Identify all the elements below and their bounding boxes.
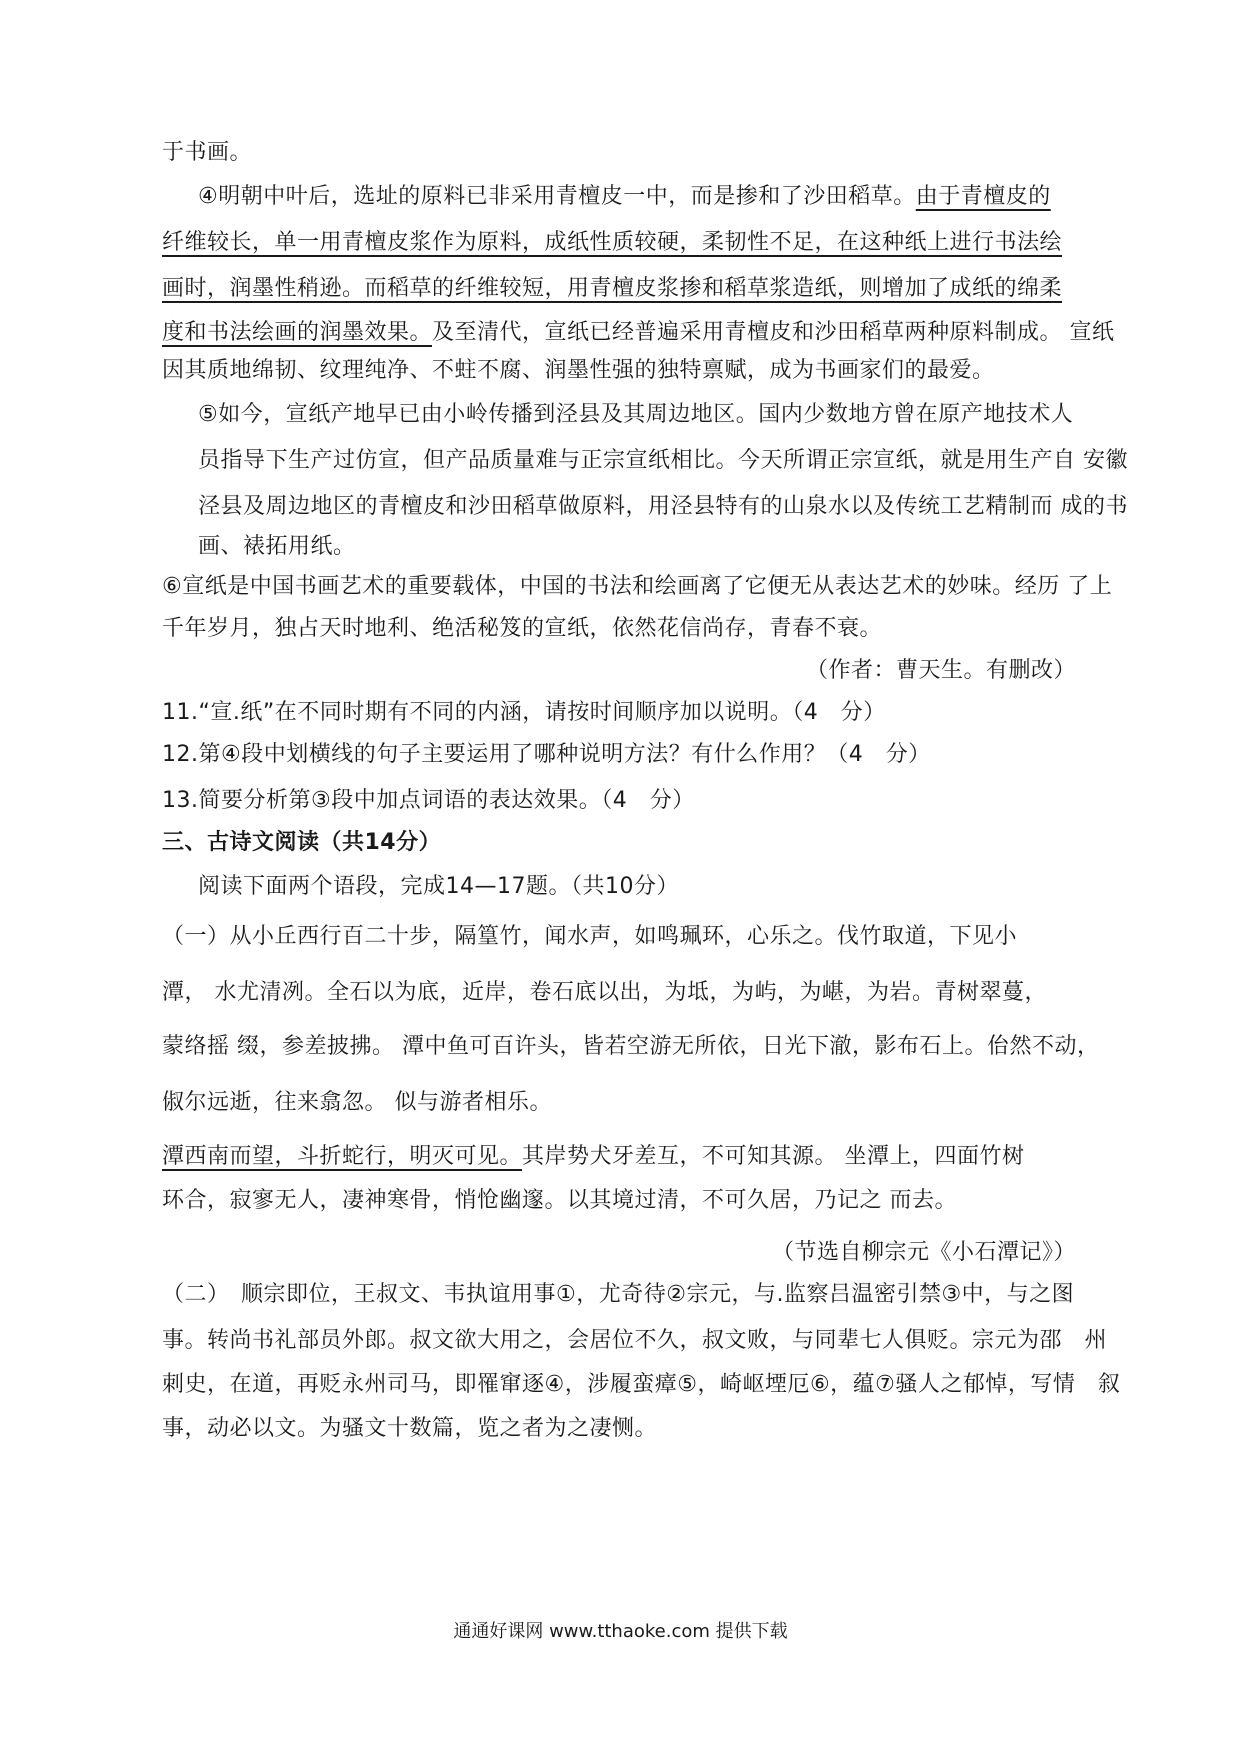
question-12: 12.第④段中划横线的句子主要运用了哪种说明方法？有什么作用？（4 分）: [162, 742, 931, 767]
paragraph-6-line-1: ⑥宣纸是中国书画艺术的重要载体，中国的书法和绘画离了它便无从表达艺术的妙味。经历 了上: [162, 574, 1113, 599]
question-11: 11.“宣.纸”在不同时期有不同的内涵，请按时间顺序加以说明。（4 分）: [162, 700, 886, 725]
passage-1-line-3: 蒙络摇 缀，参差披拂。 潭中鱼可百许头，皆若空游无所依，日光下澈，影布石上。佁然不动，: [162, 1034, 1100, 1059]
paragraph-4-line-2: 纤维较长，单一用青檀皮浆作为原料，成纸性质较硬，柔韧性不足，在这种纸上进行书法绘: [162, 230, 1063, 255]
paragraph-5-line-1: ⑤如今，宣纸产地早已由小岭传播到泾县及其周边地区。国内少数地方曾在原产地技术人: [198, 402, 1074, 427]
passage-1-line-4: 俶尔远逝，往来翕忽。 似与游者相乐。: [162, 1090, 552, 1115]
paragraph-4-line-4-text: 及至清代，宣纸已经普遍采用青檀皮和沙田稻草两种原料制成。 宣纸: [432, 320, 1115, 345]
paragraph-5-line-3: 泾县及周边地区的青檀皮和沙田稻草做原料，用泾县特有的山泉水以及传统工艺精制而 成的书: [198, 494, 1128, 519]
underlined-sentence: 由于青檀皮的: [915, 184, 1051, 209]
article-attribution: （作者：曹天生。有删改）: [805, 658, 1076, 683]
passage-2-line-2: 事。转尚书礼部员外郎。叔文欲大用之，会居位不久，叔文败，与同辈七人俱贬。宗元为邵 州: [162, 1328, 1108, 1353]
paragraph-4-line-1-text: ④明朝中叶后，选址的原料已非采用青檀皮一中，而是掺和了沙田稻草。: [198, 184, 916, 209]
paragraph-4-line-3: 画时，润墨性稍逊。而稻草的纤维较短，用青檀皮浆掺和稻草浆造纸，则增加了成纸的绵柔: [162, 276, 1063, 301]
passage-1-source: （节选自柳宗元《小石潭记》）: [771, 1240, 1076, 1265]
paragraph-5-line-2: 员指导下生产过仿宣，但产品质量难与正宗宣纸相比。今天所谓正宗宣纸，就是用生产自 安徽: [198, 448, 1128, 473]
page-footer: 通通好课网 www.tthaoke.com 提供下载: [453, 1621, 788, 1642]
passage-1-line-6: 环合，寂寥无人，凄神寒骨，悄怆幽邃。以其境过清，不可久居，乃记之 而去。: [162, 1188, 957, 1213]
underlined-sentence-2: 潭西南而望，斗折蛇行，明灭可见。: [162, 1144, 523, 1169]
question-13: 13.简要分析第③段中加点词语的表达效果。（4 分）: [162, 788, 695, 813]
passage-1-line-5: [162, 1142, 1082, 1172]
passage-1-line-5-text: 其岸势犬牙差互，不可知其源。 坐潭上，四面竹树: [522, 1144, 1025, 1169]
passage-2-line-4: 事，动必以文。为骚文十数篇，览之者为之凄恻。: [162, 1416, 658, 1441]
passage-1-line-1: （一）从小丘西行百二十步，隔篁竹，闻水声，如鸣珮环，心乐之。伐竹取道，下见小: [162, 924, 1018, 949]
paragraph-6-line-2: 千年岁月，独占天时地利、绝活秘笈的宣纸，依然花信尚存，青春不衰。: [162, 616, 883, 641]
passage-2-line-1: （二） 顺宗即位，王叔文、韦执谊用事①，尤奇待②宗元，与.监察吕温密引禁③中，与之图: [162, 1282, 1075, 1307]
paragraph-4-line-1: [198, 182, 1118, 212]
section-instruction: 阅读下面两个语段，完成14—17题。（共10分）: [198, 874, 679, 899]
passage-2-line-3: 刺史，在道，再贬永州司马，即罹窜逐④，涉履蛮瘴⑤，崎岖堙厄⑥，蕴⑦骚人之郁悼，写情 叙: [162, 1372, 1121, 1397]
paragraph-3-tail: 于书画。: [162, 140, 253, 165]
passage-1-line-2: 潭， 水尤清冽。全石以为底，近岸，卷石底以出，为坻，为屿，为嵁，为岩。青树翠蔓，: [162, 980, 1047, 1005]
section-heading: 三、古诗文阅读（共14分）: [162, 830, 442, 855]
paragraph-4-line-5: 因其质地绵韧、纹理纯净、不蛀不腐、润墨性强的独特禀赋，成为书画家们的最爱。: [162, 358, 995, 383]
underlined-sentence-end: 度和书法绘画的润墨效果。: [162, 320, 433, 345]
paragraph-4-line-4: [162, 318, 1115, 348]
paragraph-5-line-4: 画、裱拓用纸。: [198, 534, 356, 559]
